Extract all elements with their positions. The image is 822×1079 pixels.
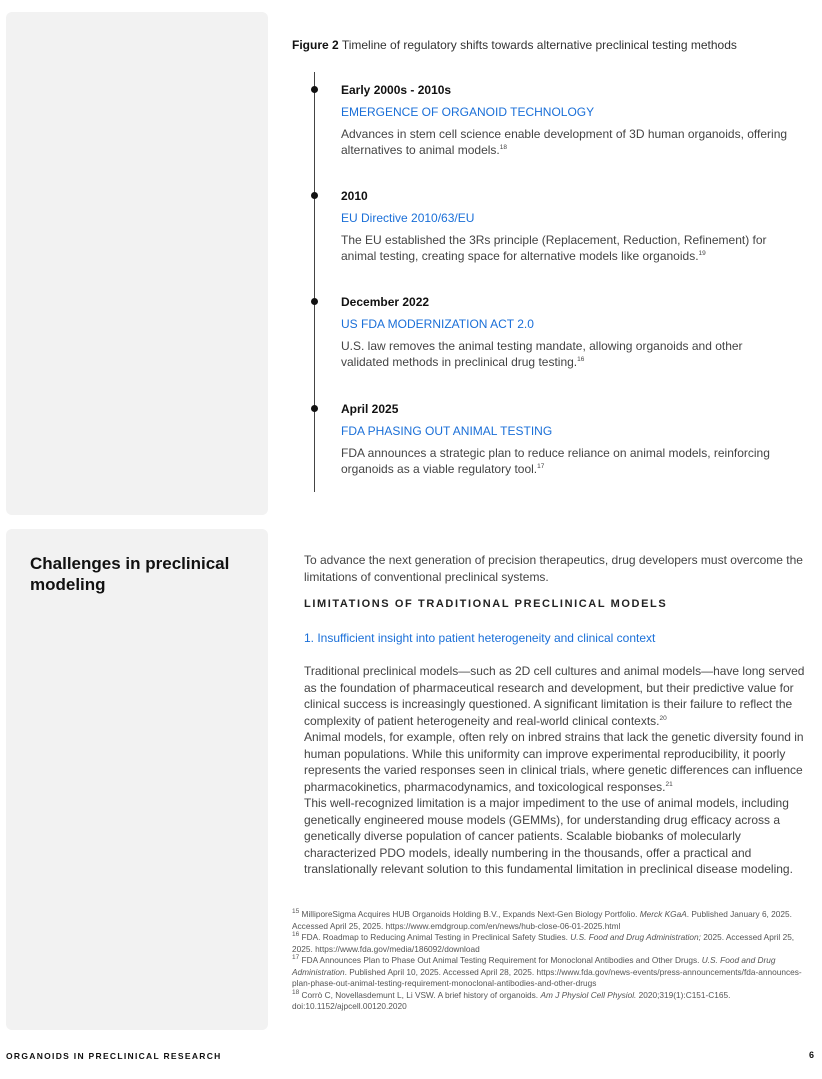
figure-caption	[292, 38, 737, 52]
footnote-source: Am J Physiol Cell Physiol.	[540, 989, 637, 1000]
section-intro: To advance the next generation of precision therapeutics, drug developers must overcome the limitations of conventional preclinical systems.	[304, 553, 803, 584]
sidebar-panel-bottom	[6, 529, 268, 1030]
paragraph-2-ref: 21	[665, 780, 673, 788]
page-number: 6	[809, 1050, 815, 1060]
paragraph-2	[304, 729, 806, 795]
subheading: 1. Insufficient insight into patient heterogeneity and clinical context	[304, 631, 656, 645]
event-date: April 2025	[341, 402, 399, 416]
figure-caption-text: Timeline of regulatory shifts towards alternative preclinical testing methods	[341, 38, 737, 52]
footer-title: ORGANOIDS IN PRECLINICAL RESEARCH	[6, 1051, 222, 1061]
paragraph-1	[304, 663, 806, 729]
paragraph-2-text: Animal models, for example, often rely on inbred strains that lack the genetic diversity found in human populations. While this uniformity can improve experimental reproducibility, it poorly represents the varied responses seen in clinical trials, where genetic differences can influence pharmacokinetics, pharmacodynamics, and toxicological responses.	[304, 730, 804, 794]
body-text	[304, 663, 806, 878]
timeline-event	[341, 188, 791, 264]
footnote-text: FDA Announces Plan to Phase Out Animal Testing Requirement for Monoclonal Antibodies and Other Drugs.	[301, 955, 702, 965]
event-ref: 18	[499, 144, 507, 151]
event-description	[341, 126, 791, 158]
footnote-source: Merck KGaA	[639, 909, 687, 919]
limitations-heading: LIMITATIONS OF TRADITIONAL PRECLINICAL MODELS	[304, 598, 668, 610]
footnote-number: 15	[292, 908, 300, 916]
footnote	[292, 990, 806, 1013]
event-description-text: FDA announces a strategic plan to reduce reliance on animal models, reinforcing organoids as a viable regulatory tool.	[341, 446, 770, 476]
sidebar-panel-top	[6, 12, 268, 515]
footnotes	[292, 909, 806, 1013]
event-heading: FDA PHASING OUT ANIMAL TESTING	[341, 424, 553, 438]
event-ref: 16	[577, 356, 585, 363]
footnote-number: 16	[292, 931, 300, 939]
footnote-source: U.S. Food and Drug Administration	[292, 955, 776, 977]
footnote-text: MilliporeSigma Acquires HUB Organoids Holding B.V., Expands Next-Gen Biology Portfolio.	[301, 909, 640, 919]
event-description	[341, 232, 791, 264]
timeline-event	[341, 294, 791, 370]
footnote-detail: 2020;319(1):C151-C165. doi:10.1152/ajpcell.00120.2020	[292, 989, 731, 1011]
footnote-number: 18	[292, 988, 300, 996]
footnote-number: 17	[292, 954, 300, 962]
footnote-detail: . Published January 6, 2025. Accessed April 25, 2025. https://www.emdgroup.com/en/news/hub-close-06-01-2025.html	[292, 909, 792, 931]
event-description	[341, 338, 791, 370]
footnote	[292, 955, 806, 990]
timeline-dot	[311, 298, 318, 305]
footnote-text: Corrò C, Novellasdemunt L, Li VSW. A brief history of organoids.	[301, 989, 541, 1000]
footnote-source: U.S. Food and Drug Administration;	[570, 932, 701, 942]
timeline-dot	[311, 86, 318, 93]
timeline-event	[341, 82, 791, 158]
footnote	[292, 932, 806, 955]
event-heading: EU Directive 2010/63/EU	[341, 211, 475, 225]
timeline-line	[314, 72, 315, 492]
event-ref: 19	[698, 250, 706, 257]
event-description-text: The EU established the 3Rs principle (Replacement, Reduction, Refinement) for animal testing, creating space for alternative models like organoids.	[341, 233, 767, 263]
timeline-dot	[311, 192, 318, 199]
event-date: Early 2000s - 2010s	[341, 83, 452, 97]
paragraph-1-ref: 20	[659, 714, 667, 722]
paragraph-3: This well-recognized limitation is a major impediment to the use of animal models, including genetically engineered mouse models (GEMMs), for understanding drug efficacy across a genetically diverse population of cancer patients. Scalable biobanks of molecularly characterized PDO models, ideally numbering in the thousands, offer a practical and translationally relevant solution to this fundamental limitation in preclinical disease modeling.	[304, 796, 793, 876]
event-description-text: Advances in stem cell science enable development of 3D human organoids, offering alternatives to animal models.	[341, 127, 788, 157]
event-date: 2010	[341, 189, 368, 203]
event-ref: 17	[537, 463, 545, 470]
footnote	[292, 909, 806, 932]
timeline-dot	[311, 405, 318, 412]
event-heading: US FDA MODERNIZATION ACT 2.0	[341, 317, 534, 331]
event-heading: EMERGENCE OF ORGANOID TECHNOLOGY	[341, 105, 595, 119]
event-date: December 2022	[341, 295, 430, 309]
footnote-detail: 2025. Accessed April 25, 2025. https://www.fda.gov/media/186092/download	[292, 932, 795, 954]
event-description-text: U.S. law removes the animal testing mandate, allowing organoids and other validated methods in preclinical drug testing.	[341, 339, 743, 369]
section-title: Challenges in preclinical modeling	[30, 554, 230, 594]
footnote-detail: . Published April 10, 2025. Accessed April 28, 2025. https://www.fda.gov/news-events/press-announcements/fda-announces-plan-phase-out-animal-testing-requirement-monoclonal-antibodies-and-other-drugs	[292, 966, 802, 988]
figure-label: Figure 2	[292, 38, 339, 52]
paragraph-1-text: Traditional preclinical models—such as 2D cell cultures and animal models—have long served as the foundation of pharmaceutical research and development, but their predictive value for clinical success is increasingly questioned. A significant limitation is their failure to reflect the complexity of patient heterogeneity and real-world clinical contexts.	[304, 664, 805, 728]
footnote-text: FDA. Roadmap to Reducing Animal Testing in Preclinical Safety Studies.	[301, 932, 571, 942]
event-description	[341, 445, 791, 477]
timeline-event	[341, 401, 791, 477]
